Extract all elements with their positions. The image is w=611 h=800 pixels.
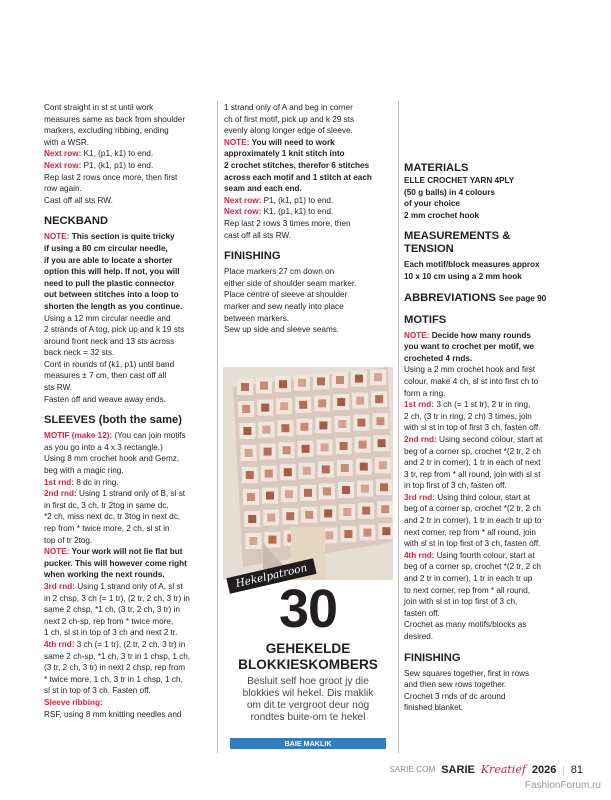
materials-list: ELLE CROCHET YARN 4PLY (50 g balls) in 4 colours of your choice 2 mm crochet hook xyxy=(404,176,515,220)
crochet-square-center xyxy=(360,463,368,471)
motif-round-2: 2nd rnd: Using second colour, start at xyxy=(404,434,543,444)
crochet-square-center xyxy=(286,512,294,520)
column-divider-1 xyxy=(217,101,218,753)
crochet-square-center xyxy=(248,515,256,523)
crochet-square-center xyxy=(260,382,268,390)
crochet-square-center xyxy=(300,423,308,431)
promo-title-1: GEHEKELDE xyxy=(265,641,351,656)
crochet-square-center xyxy=(363,529,371,537)
crochet-square-center xyxy=(378,439,386,447)
crochet-square-center xyxy=(249,537,257,545)
crochet-square-center xyxy=(342,486,350,494)
site-url: SARIE.COM xyxy=(389,765,436,774)
crochet-square-center xyxy=(245,449,253,457)
crochet-square-center xyxy=(324,509,332,517)
crochet-square-center xyxy=(321,443,329,451)
crochet-square-center xyxy=(268,536,276,544)
sleeve-ribbing-label: Sleeve ribbing: xyxy=(44,697,103,707)
crochet-square-center xyxy=(340,442,348,450)
crochet-square-center xyxy=(376,417,384,425)
crochet-square-center xyxy=(361,485,369,493)
crochet-square-center xyxy=(265,470,273,478)
difficulty-badge: BAIE MAKLIK xyxy=(230,738,386,749)
crochet-square-center xyxy=(247,493,255,501)
round-2: 2nd rnd: Using 1 strand only of B, sl st xyxy=(44,489,186,499)
crochet-square-center xyxy=(375,395,383,403)
sleeves-heading: SLEEVES (both the same) xyxy=(44,414,183,427)
motif-line: MOTIF (make 12): (You can join motifs xyxy=(44,431,186,441)
crochet-square-center xyxy=(266,492,274,500)
finishing-heading-middle: FINISHING xyxy=(224,250,281,263)
crochet-square-center xyxy=(261,404,269,412)
crochet-square-center xyxy=(264,448,272,456)
motifs-note: NOTE: Decide how many rounds you want to crochet per motif, we crocheted 4 rnds. xyxy=(404,330,535,363)
crochet-square-center xyxy=(280,402,288,410)
blanket-illustration xyxy=(223,367,393,580)
crochet-square-center xyxy=(304,489,312,497)
crochet-square-center xyxy=(299,401,307,409)
crochet-square-center xyxy=(325,531,333,539)
pattern-number: 30 xyxy=(278,579,338,639)
round-4: 4th rnd: 3 ch (= 1 tr), (2 tr, 2 ch, 3 tr) in xyxy=(44,639,186,649)
round-3: 3rd rnd: Using 1 strand only of A, sl st xyxy=(44,581,183,591)
motifs-heading: MOTIFS xyxy=(404,313,447,326)
next-row-1: Next row: K1, (p1, k1) to end. xyxy=(44,149,154,159)
crochet-square-center xyxy=(357,419,365,427)
measurements-heading: MEASUREMENTS & TENSION xyxy=(404,230,511,256)
crochet-square-center xyxy=(267,514,275,522)
watermark: FashionForum.ru xyxy=(524,780,601,791)
column-middle: 1 strand only of A and beg in corner ch of first motif, pick up and k 29 sts evenly along longer edge of sleeve. NOTE: You will need to work approximately 1 knit stitch into 2 crochet stitches, therefor 6 stitches across each motif and 1 stitch at each seam and each end. Next row: P1, (k1, p1) to end. Next row: K1, (p1, k1) to end. Rep last 2 rows 3 times more, then cast off all sts RW. FINISHING Place markers 27 cm down on either side of shoulder seam marker. Place centre of sleeve at shoulder marker and sew neatly into place between markers. Sew up side and sleeve seams. xyxy=(224,102,394,336)
crochet-square-center xyxy=(380,483,388,491)
next-row-2: Next row: P1, (k1, p1) to end. xyxy=(44,160,154,170)
page-number: 81 xyxy=(570,763,583,776)
crochet-square-center xyxy=(337,398,345,406)
neckband-note: NOTE: This section is quite tricky if using a 80 cm circular needle, if you are able to locate a shorter option this will help. If not, you will need to pull the plastic connector out between stitches into a loop to shorten the length as you continue. xyxy=(44,232,183,311)
crochet-square-center xyxy=(381,505,389,513)
crochet-square-center xyxy=(241,383,249,391)
crochet-square-center xyxy=(343,508,351,516)
next-row-3: Next row: P1, (k1, p1) to end. xyxy=(224,195,334,205)
intro-text: Cont straight in st st until work measures same as back from shoulder markers, excluding ribbing, ending with a WSR. xyxy=(44,103,186,147)
crochet-square-center xyxy=(242,405,250,413)
crochet-square-center xyxy=(262,426,270,434)
stitch-note: NOTE: You will need to work approximately 1 knit stitch into 2 crochet stitches, therefor 6 stitches across each motif and 1 stitch at each seam and each end. xyxy=(224,137,372,194)
crochet-square-center xyxy=(303,467,311,475)
crochet-square-center xyxy=(305,511,313,519)
magazine-name: SARIE xyxy=(441,763,475,776)
crochet-square-center xyxy=(359,441,367,449)
crochet-square-center xyxy=(284,468,292,476)
crochet-square-center xyxy=(382,527,390,535)
pattern-tag: Hekelpatroon xyxy=(226,558,316,594)
crochet-square-center xyxy=(243,427,251,435)
crochet-square-center xyxy=(281,424,289,432)
crochet-square-center xyxy=(323,487,331,495)
pucker-note: NOTE: Your work will not lie flat but pucker. This will however come right when working the next rounds. xyxy=(44,547,187,580)
crochet-square-center xyxy=(355,375,363,383)
neckband-heading: NECKBAND xyxy=(44,215,109,228)
round-1: 1st rnd: 8 dc in ring. xyxy=(44,477,119,487)
finishing-heading-right: FINISHING xyxy=(404,651,461,664)
blanket-photo xyxy=(223,367,393,580)
pattern-promo: Hekelpatroon 30 GEHEKELDE BLOKKIESKOMBERS Besluit self hoe groot jy die blokkies wil hekel. Dis maklik om dit te vergroot deur nog rondtes buite-om te hekel BAIE MAKLIK xyxy=(223,560,393,750)
sleeve-ribbing-text: RSF, using 8 mm knitting needles and xyxy=(44,709,182,719)
crochet-square-center xyxy=(356,397,364,405)
neckband-body: Using a 12 mm circular needle and 2 strands of A tog, pick up and k 19 sts around front neck and 13 sts across back neck = 32 sts. Cont in rounds of (k1, p1) until band measures ± 7 cm, then cast off all sts RW. Fasten off and weave away ends. xyxy=(44,313,185,404)
next-row-4: Next row: K1, (p1, k1) to end. xyxy=(224,207,334,217)
crochet-square-center xyxy=(344,530,352,538)
column-left: Cont straight in st st until work measures same as back from shoulder markers, excluding ribbing, ending with a WSR. Next row: K1, (p1, k1) to end. Next row: P1, (k1, p1) to end. Rep last 2 rows once more, then first row again. Cast off all sts RW. NECKBAND NOTE: This section is quite tricky if using a 80 cm circular needle, if you are able to locate a shorter option this will help. If not, you will need to pull the plastic connector out between stitches into a loop to shorten the length as you continue. Using a 12 mm circular needle and 2 strands of A tog, pick up and k 19 sts around front neck and 13 sts across back neck = 32 sts. Cont in rounds of (k1, p1) until band measures ± 7 cm, then cast off all sts RW. Fasten off and weave away ends. SLEEVES (both the same) MOTIF (make 12): (You can join motifs as you go into a 4 x 3 rectangle.) Using 8 mm crochet hook and Gemz, beg with a magic ring. 1st rnd: 8 dc in ring. 2nd rnd: Using 1 strand only of B, sl st in first dc, 3 ch, tr 2tog in same dc, *2 ch, miss next dc, tr 3tog in next dc, rep from * twice more, 2 ch, sl st in top of tr 2tog. NOTE: Your work will not lie flat but pucker. This will however come right when working the next rounds. 3rd rnd: Using 1 strand only of A, sl st in 2 chsp, 3 ch (= 1 tr), (2 tr, 2 ch, 3 tr) in same 2 chsp, *1 ch, (3 tr, 2 ch, 3 tr) in next 2 ch-sp, rep from * twice more, 1 ch, sl st in top of 3 ch and next 2 tr. 4th rnd: 3 ch (= 1 tr), (2 tr, 2 ch, 3 tr) in same 2 ch-sp, *1 ch, 3 tr in 1 chsp, 1 ch, (3 tr, 2 ch, 3 tr) in next 2 chsp, rep from * twice more, 1 ch, 3 tr in 1 chsp, 1 ch, sl st in top of 3 ch. Fasten off. Sleeve ribbing: RSF, using 8 mm knitting needles and xyxy=(44,102,214,720)
motif-round-4: 4th rnd: Using fourth colour, start at xyxy=(404,550,535,560)
crochet-square-center xyxy=(317,377,325,385)
crochet-square-center xyxy=(246,471,254,479)
crochet-square-center xyxy=(298,379,306,387)
crochet-square-center xyxy=(336,376,344,384)
crochet-square-center xyxy=(283,446,291,454)
crochet-square-center xyxy=(279,380,287,388)
motif-round-3: 3rd rnd: Using third colour, start at xyxy=(404,492,531,502)
materials-heading: MATERIALS xyxy=(404,162,469,174)
crochet-square-center xyxy=(319,421,327,429)
magazine-subtitle: Kreatief xyxy=(480,763,526,776)
crochet-square-center xyxy=(362,507,370,515)
crochet-square-center xyxy=(341,464,349,472)
promo-title-2: BLOKKIESKOMBERS xyxy=(238,657,378,672)
crochet-square-center xyxy=(338,420,346,428)
column-right: MATERIALS ELLE CROCHET YARN 4PLY (50 g balls) in 4 colours of your choice 2 mm crochet hook MEASUREMENTS & TENSION Each motif/block measures approx 10 x 10 cm using a 2 mm hook ABBREVIATIONS See page 90 MOTIFS NOTE: Decide how many rounds you want to crochet per motif, we crocheted 4 rnds. Using a 2 mm crochet hook and first colour, make 4 ch, sl st into first ch to form a ring. 1st rnd: 3 ch (= 1 st tr), 2 tr in ring, 2 ch, (3 tr in ring, 2 ch) 3 times, join with sl st in top of first 3 ch, fasten off. 2nd rnd: Using second colour, start at beg of a corner sp, crochet *(2 tr, 2 ch and 2 tr in corner), 1 tr in each of next 3 tr, rep from * all round, join with sl st in top first of 3 ch, fasten off. 3rd rnd: Using third colour, start at beg of a corner sp, crochet *(2 tr, 2 ch and 2 tr in corner), 1 tr in each tr up to next corner, rep from * all round, join with sl st in top first of 3 ch, fasten off. 4th rnd: Using fourth colour, start at beg of a corner sp, crochet *(2 tr, 2 ch and 2 tr in corner), 1 tr in each tr up to next corner, rep from * all round, join with sl st in top first of 3 ch, fasten off. Crochet as many motifs/blocks as desired. FINISHING Sew squares together, first in rows and then sew rows together. Crochet 3 rnds of dc around finished blanket. xyxy=(404,162,574,714)
crochet-square-center xyxy=(302,445,310,453)
crochet-square-center xyxy=(379,461,387,469)
measurements-text: Each motif/block measures approx 10 x 10 cm using a 2 mm hook xyxy=(404,260,540,281)
crochet-square-center xyxy=(374,373,382,381)
motif-round-1: 1st rnd: 3 ch (= 1 st tr), 2 tr in ring, xyxy=(404,400,531,410)
column-divider-2 xyxy=(398,101,399,753)
crochet-square-center xyxy=(285,490,293,498)
crochet-square-center xyxy=(322,465,330,473)
page-footer xyxy=(389,763,583,776)
magazine-year: 2026 xyxy=(531,763,557,776)
crochet-square-center xyxy=(318,399,326,407)
abbreviations-heading: ABBREVIATIONS See page 90 xyxy=(404,291,547,304)
footer-separator: | xyxy=(562,764,565,775)
